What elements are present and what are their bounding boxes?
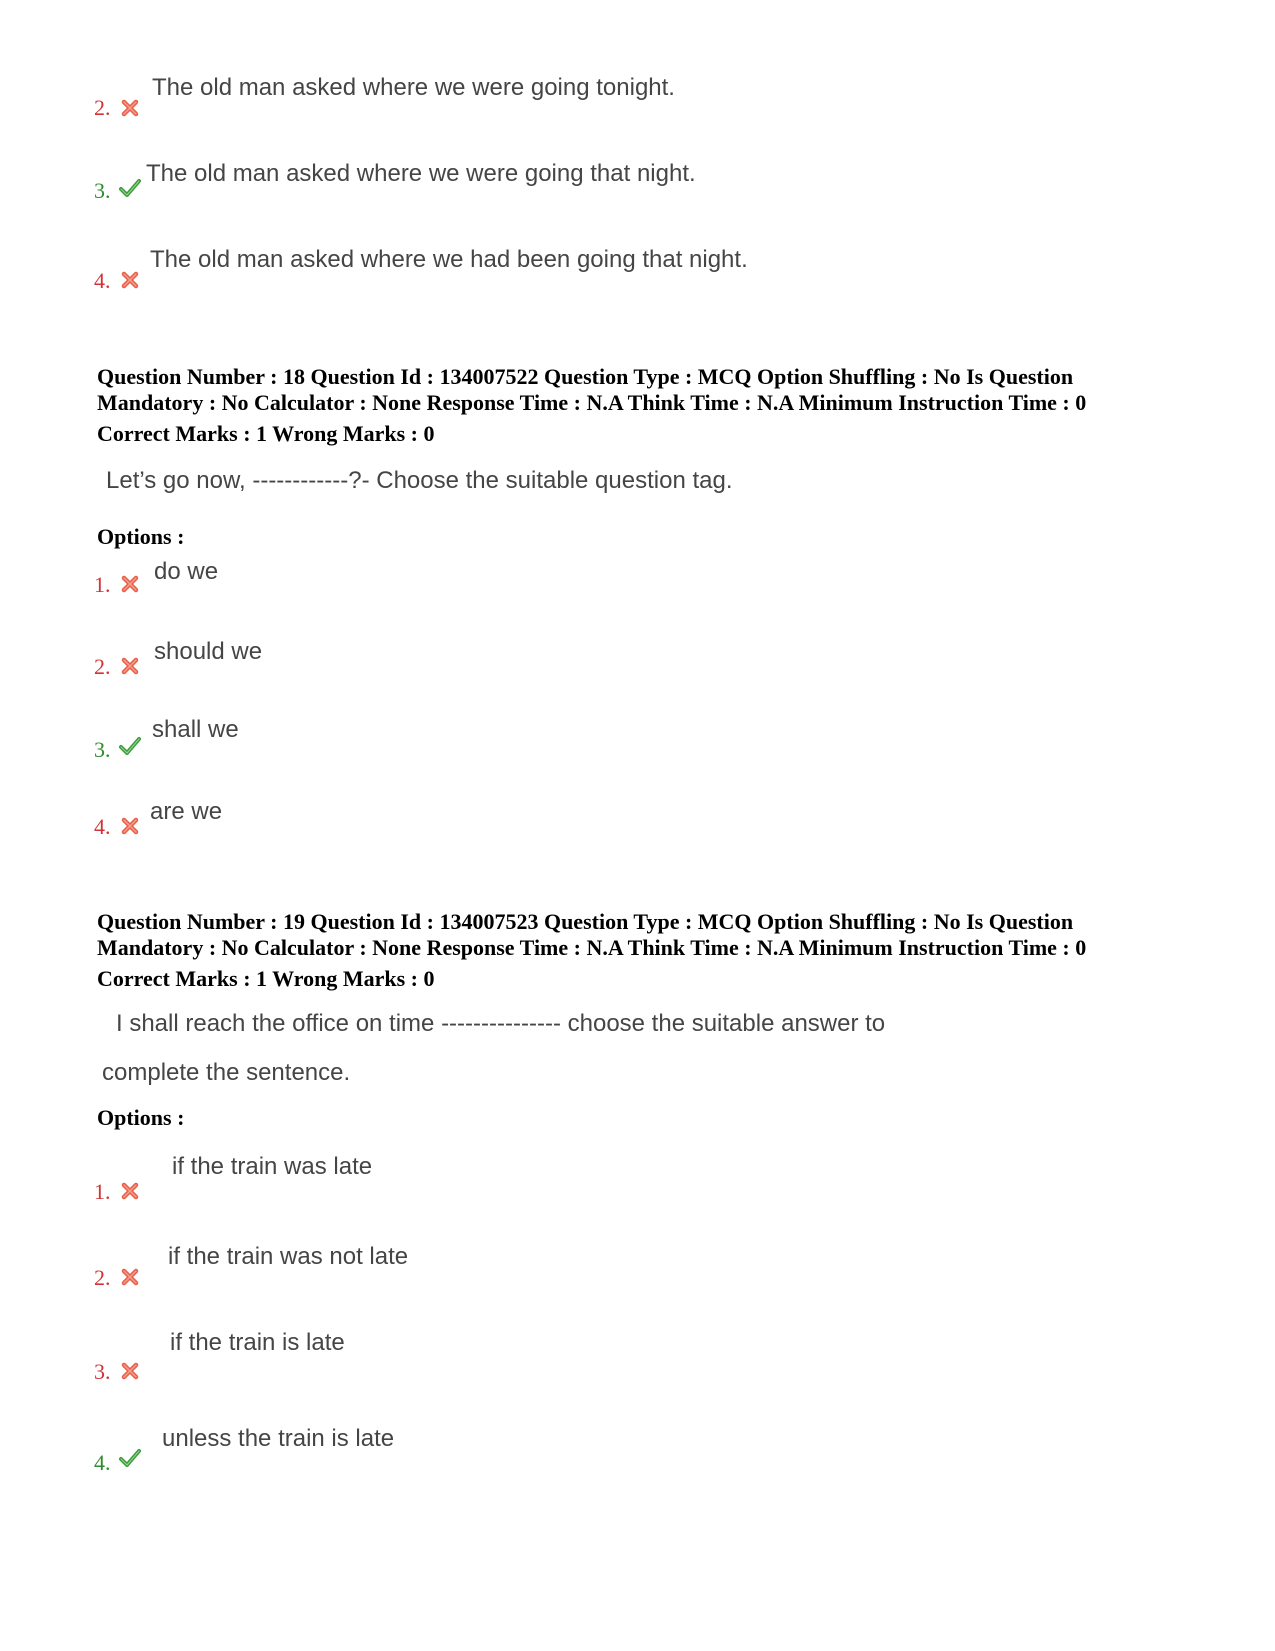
question-meta bbox=[97, 909, 1217, 992]
option-number: 3. bbox=[94, 178, 111, 203]
question-meta bbox=[97, 364, 1217, 447]
cross-icon bbox=[118, 96, 142, 120]
option-text: should we bbox=[154, 638, 263, 665]
question-text: I shall reach the office on time --------------- choose the suitable answer to bbox=[116, 1010, 886, 1037]
option-text: shall we bbox=[152, 716, 239, 743]
option-number: 4. bbox=[94, 268, 111, 293]
meta-line: Correct Marks : 1 Wrong Marks : 0 bbox=[97, 966, 435, 991]
option-text: unless the train is late bbox=[162, 1425, 395, 1452]
option-text: if the train was not late bbox=[168, 1243, 409, 1270]
option-number: 2. bbox=[94, 95, 111, 120]
meta-line: Correct Marks : 1 Wrong Marks : 0 bbox=[97, 421, 435, 446]
cross-icon bbox=[118, 1265, 142, 1289]
option-text: if the train is late bbox=[170, 1329, 345, 1356]
option-number: 3. bbox=[94, 737, 111, 762]
meta-line: Mandatory : No Calculator : None Response Time : N.A Think Time : N.A Minimum Instruction Time : 0 bbox=[97, 390, 1087, 415]
option-text: are we bbox=[150, 798, 223, 825]
option-number: 1. bbox=[94, 1179, 111, 1204]
option-number: 4. bbox=[94, 814, 111, 839]
option-number: 4. bbox=[94, 1450, 111, 1475]
options-label: Options : bbox=[97, 524, 185, 549]
option-number: 1. bbox=[94, 572, 111, 597]
check-icon bbox=[118, 734, 142, 758]
check-icon bbox=[118, 1446, 142, 1470]
option-number: 2. bbox=[94, 654, 111, 679]
cross-icon bbox=[118, 572, 142, 596]
option-text: if the train was late bbox=[172, 1153, 373, 1180]
meta-line: Question Number : 19 Question Id : 134007523 Question Type : MCQ Option Shuffling : No Is Question bbox=[97, 909, 1074, 934]
option-text: The old man asked where we had been going that night. bbox=[150, 246, 748, 273]
check-icon bbox=[118, 176, 142, 200]
option-number: 3. bbox=[94, 1359, 111, 1384]
cross-icon bbox=[118, 268, 142, 292]
cross-icon bbox=[118, 654, 142, 678]
cross-icon bbox=[118, 814, 142, 838]
cross-icon bbox=[118, 1359, 142, 1383]
cross-icon bbox=[118, 1179, 142, 1203]
meta-line: Mandatory : No Calculator : None Response Time : N.A Think Time : N.A Minimum Instruction Time : 0 bbox=[97, 935, 1087, 960]
question-text: Let’s go now, ------------?- Choose the suitable question tag. bbox=[106, 467, 733, 494]
option-text: do we bbox=[154, 558, 219, 585]
options-label: Options : bbox=[97, 1105, 185, 1130]
question-text: complete the sentence. bbox=[102, 1059, 351, 1086]
option-number: 2. bbox=[94, 1265, 111, 1290]
option-text: The old man asked where we were going that night. bbox=[146, 160, 696, 187]
meta-line: Question Number : 18 Question Id : 134007522 Question Type : MCQ Option Shuffling : No Is Question bbox=[97, 364, 1074, 389]
option-text: The old man asked where we were going tonight. bbox=[152, 74, 675, 101]
